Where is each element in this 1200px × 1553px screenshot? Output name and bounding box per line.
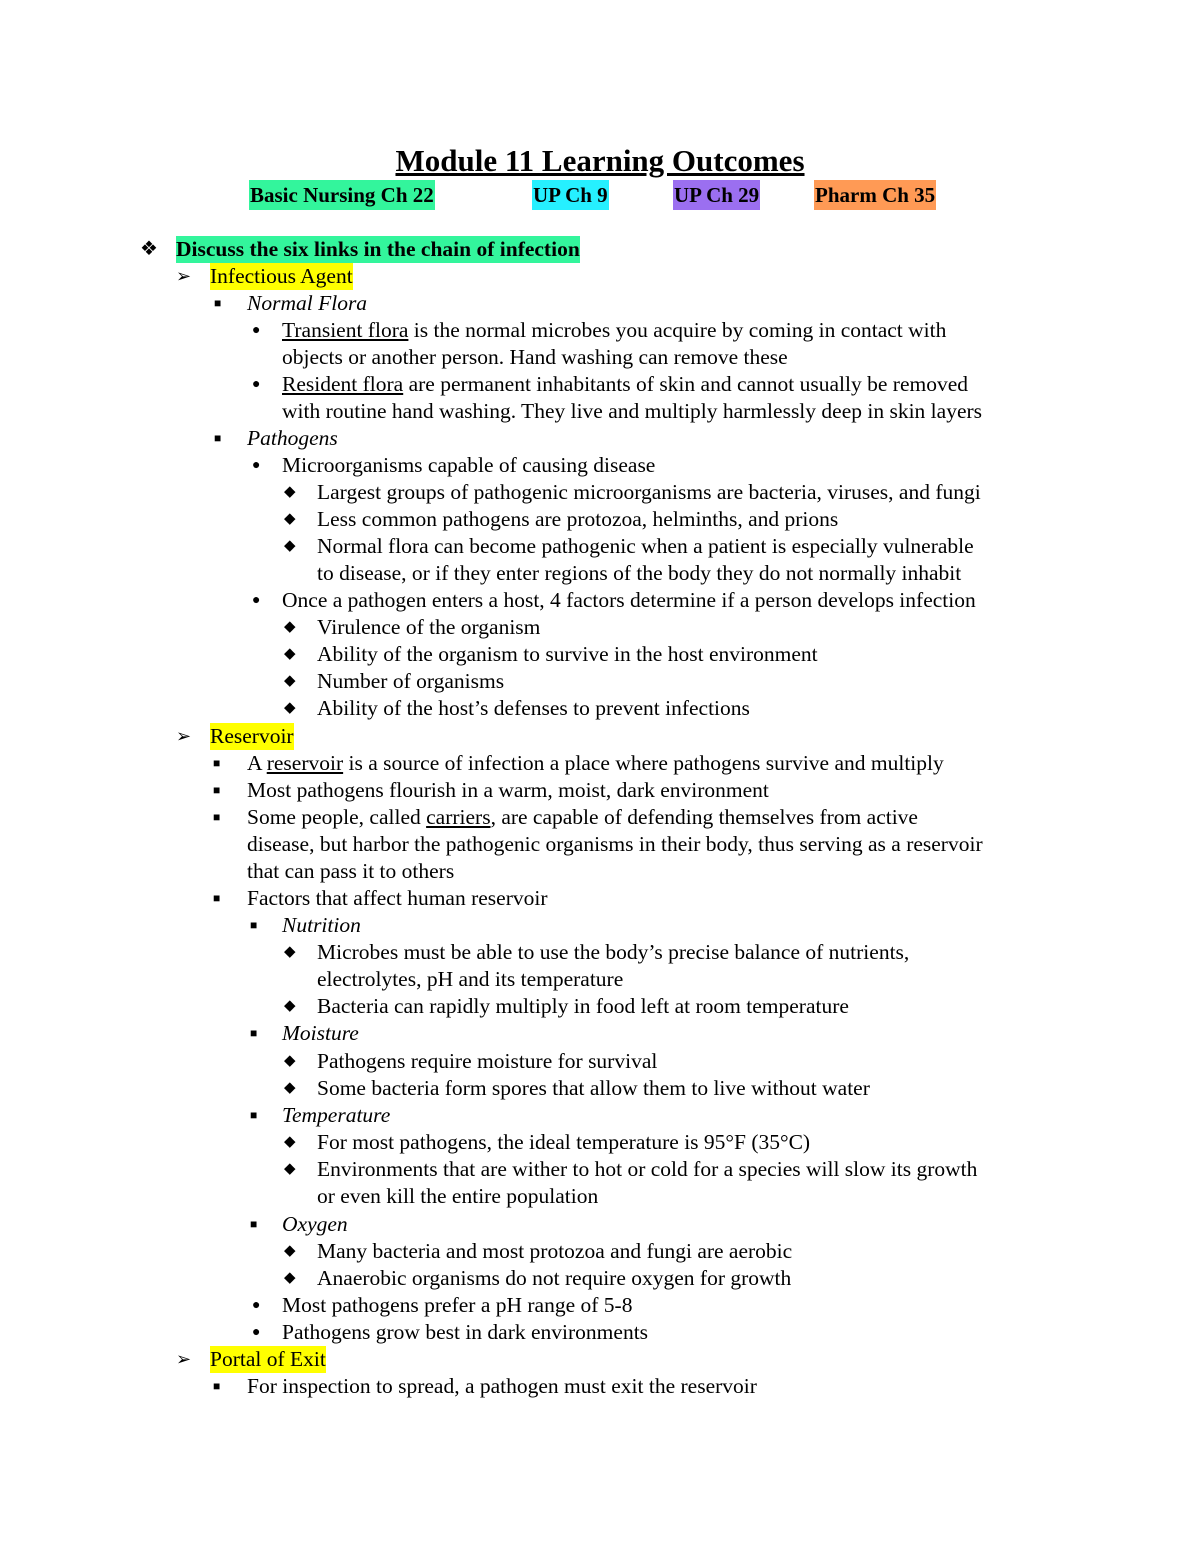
diamond-bullet-icon: ◆ — [284, 646, 296, 662]
diamond-bullet-icon: ◆ — [284, 1161, 296, 1177]
list-item: Resident flora are permanent inhabitants of skin and cannot usually be removed — [282, 372, 968, 396]
list-item: Normal flora can become pathogenic when a patient is especially vulnerable — [317, 534, 974, 558]
topic-oxygen: Oxygen — [282, 1212, 348, 1236]
list-item-continued: to disease, or if they enter regions of the body they do not normally inhabit — [317, 561, 962, 585]
square-bullet-icon: ■ — [213, 891, 221, 905]
ref-up-ch9: UP Ch 9 — [532, 180, 609, 210]
list-item-continued: with routine hand washing. They live and multiply harmlessly deep in skin layers — [282, 399, 983, 423]
list-item-continued: that can pass it to others — [247, 859, 455, 883]
list-item: Number of organisms — [317, 669, 505, 693]
diamond-bullet-icon: ◆ — [284, 619, 296, 635]
diamond-bullet-icon: ◆ — [284, 538, 296, 554]
diamond-bullet-icon: ◆ — [284, 673, 296, 689]
list-item: Microbes must be able to use the body’s precise balance of nutrients, — [317, 940, 910, 964]
arrow-bullet-icon: ➢ — [176, 726, 192, 746]
section-heading: Discuss the six links in the chain of infection — [176, 237, 580, 261]
list-item: Once a pathogen enters a host, 4 factors determine if a person develops infection — [282, 588, 976, 612]
dot-bullet-icon: ● — [252, 323, 261, 338]
list-item: Microorganisms capable of causing disease — [282, 453, 656, 477]
subsection-reservoir: Reservoir — [210, 724, 294, 748]
diamond-bullet-icon: ◆ — [284, 1243, 296, 1259]
square-bullet-icon: ■ — [250, 918, 258, 932]
ref-basic-nursing: Basic Nursing Ch 22 — [249, 180, 435, 210]
list-item: Anaerobic organisms do not require oxygen for growth — [317, 1266, 792, 1290]
topic-pathogens: Pathogens — [247, 426, 338, 450]
subsection-infectious-agent: Infectious Agent — [210, 264, 353, 288]
subsection-portal-of-exit: Portal of Exit — [210, 1347, 326, 1371]
ref-up-ch29: UP Ch 29 — [673, 180, 760, 210]
list-item: Pathogens require moisture for survival — [317, 1049, 658, 1073]
square-bullet-icon: ■ — [250, 1026, 258, 1040]
dot-bullet-icon: ● — [252, 1325, 261, 1340]
diamond-bullet-icon: ◆ — [284, 1080, 296, 1096]
square-bullet-icon: ■ — [250, 1108, 258, 1122]
topic-temperature: Temperature — [282, 1103, 391, 1127]
list-item: Virulence of the organism — [317, 615, 541, 639]
list-item: Less common pathogens are protozoa, helminths, and prions — [317, 507, 839, 531]
ref-pharm-ch35: Pharm Ch 35 — [814, 180, 936, 210]
chapter-references — [0, 180, 1200, 212]
list-item-continued: objects or another person. Hand washing can remove these — [282, 345, 788, 369]
list-item: Most pathogens prefer a pH range of 5-8 — [282, 1293, 633, 1317]
diamond-bullet-icon: ◆ — [284, 1053, 296, 1069]
list-item: Transient flora is the normal microbes you acquire by coming in contact with — [282, 318, 947, 342]
list-item: Bacteria can rapidly multiply in food left at room temperature — [317, 994, 849, 1018]
diamond-bullet-icon: ◆ — [284, 1270, 296, 1286]
square-bullet-icon: ■ — [213, 1379, 221, 1393]
topic-moisture: Moisture — [282, 1021, 359, 1045]
list-item: Ability of the host’s defenses to prevent infections — [317, 696, 750, 720]
list-item-continued: disease, but harbor the pathogenic organisms in their body, thus serving as a reservoir — [247, 832, 983, 856]
list-item: For most pathogens, the ideal temperature is 95°F (35°C) — [317, 1130, 811, 1154]
square-bullet-icon: ■ — [213, 783, 221, 797]
square-bullet-icon: ■ — [214, 431, 222, 445]
dot-bullet-icon: ● — [252, 1298, 261, 1313]
list-item: Some bacteria form spores that allow them to live without water — [317, 1076, 870, 1100]
diamond-bullet-icon: ◆ — [284, 484, 296, 500]
list-item: Most pathogens flourish in a warm, moist, dark environment — [247, 778, 769, 802]
list-item: Ability of the organism to survive in the host environment — [317, 642, 818, 666]
list-item: Some people, called carriers, are capable of defending themselves from active — [247, 805, 918, 829]
list-item: Environments that are wither to hot or cold for a species will slow its growth — [317, 1157, 978, 1181]
arrow-bullet-icon: ➢ — [176, 1349, 192, 1369]
list-item: Factors that affect human reservoir — [247, 886, 548, 910]
dot-bullet-icon: ● — [252, 593, 261, 608]
list-item: Many bacteria and most protozoa and fungi are aerobic — [317, 1239, 793, 1263]
list-item: For inspection to spread, a pathogen must exit the reservoir — [247, 1374, 757, 1398]
list-item-continued: or even kill the entire population — [317, 1184, 599, 1208]
square-bullet-icon: ■ — [250, 1217, 258, 1231]
page-title: Module 11 Learning Outcomes — [395, 143, 805, 178]
list-item-continued: electrolytes, pH and its temperature — [317, 967, 624, 991]
diamond-bullet-icon: ◆ — [284, 1134, 296, 1150]
arrow-bullet-icon: ➢ — [176, 266, 192, 286]
square-bullet-icon: ■ — [214, 296, 222, 310]
diamond-bullet-icon: ◆ — [284, 944, 296, 960]
list-item: Largest groups of pathogenic microorganisms are bacteria, viruses, and fungi — [317, 480, 981, 504]
topic-normal-flora: Normal Flora — [247, 291, 368, 315]
square-bullet-icon: ■ — [213, 810, 221, 824]
topic-nutrition: Nutrition — [282, 913, 361, 937]
dot-bullet-icon: ● — [252, 458, 261, 473]
diamond-bullet-icon: ◆ — [284, 511, 296, 527]
square-bullet-icon: ■ — [213, 756, 221, 770]
diamond-bullet-icon: ◆ — [284, 998, 296, 1014]
dot-bullet-icon: ● — [252, 377, 261, 392]
list-item: Pathogens grow best in dark environments — [282, 1320, 649, 1344]
cross-diamond-bullet-icon: ❖ — [140, 238, 158, 260]
diamond-bullet-icon: ◆ — [284, 700, 296, 716]
list-item: A reservoir is a source of infection a place where pathogens survive and multiply — [247, 751, 944, 775]
